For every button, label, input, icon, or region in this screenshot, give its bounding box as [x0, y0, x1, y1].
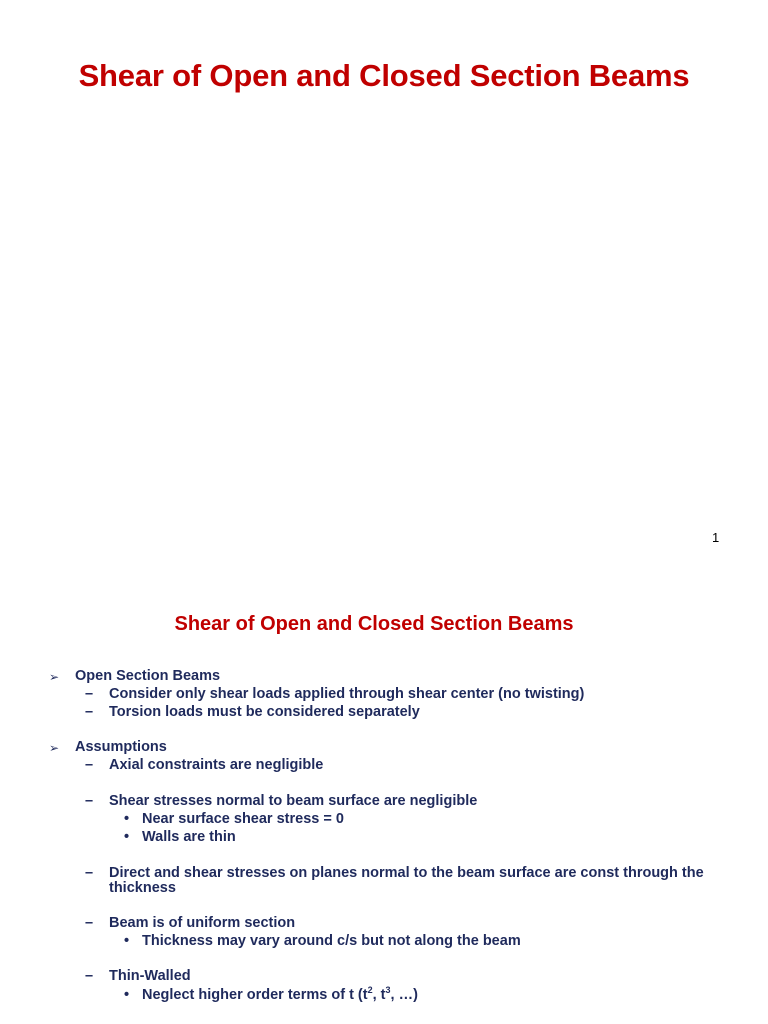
- page-number: 1: [712, 530, 720, 545]
- dot-bullet-icon: •: [124, 811, 130, 827]
- dash-bullet-icon: –: [85, 793, 94, 809]
- sub-sub-bullet-surface-stress: Near surface shear stress = 0: [142, 811, 344, 827]
- sub-sub-bullet-higher-order: [142, 987, 418, 1003]
- arrow-bullet-icon: ➢: [49, 670, 60, 684]
- dash-bullet-icon: –: [85, 757, 94, 773]
- bullet-assumptions: Assumptions: [75, 739, 167, 755]
- slide-title: Shear of Open and Closed Section Beams: [78, 58, 690, 93]
- sub-bullet-torsion: Torsion loads must be considered separately: [109, 704, 420, 720]
- dash-bullet-icon: –: [85, 865, 94, 881]
- sub-sub-bullet-thin-walls: Walls are thin: [142, 829, 236, 845]
- sub-bullet-direct-stresses-line2: thickness: [109, 880, 176, 896]
- sub-bullet-direct-stresses-line1: Direct and shear stresses on planes normal to the beam surface are const through the: [109, 865, 704, 881]
- higher-order-text-suffix: , …): [390, 987, 418, 1003]
- sub-bullet-shear-normal: Shear stresses normal to beam surface are negligible: [109, 793, 478, 809]
- higher-order-text-mid: , t: [372, 987, 386, 1003]
- dot-bullet-icon: •: [124, 829, 130, 845]
- sub-bullet-thin-walled: Thin-Walled: [109, 968, 191, 984]
- superscript-2: 2: [367, 985, 373, 996]
- dot-bullet-icon: •: [124, 933, 130, 949]
- sub-bullet-shear-center: Consider only shear loads applied through shear center (no twisting): [109, 686, 585, 702]
- higher-order-text-prefix: Neglect higher order terms of t (t: [142, 987, 368, 1003]
- sub-bullet-axial: Axial constraints are negligible: [109, 757, 324, 773]
- dot-bullet-icon: •: [124, 987, 130, 1003]
- dash-bullet-icon: –: [85, 704, 94, 720]
- sub-bullet-uniform-section: Beam is of uniform section: [109, 915, 296, 931]
- bullet-open-section-beams: Open Section Beams: [75, 668, 221, 684]
- dash-bullet-icon: –: [85, 915, 94, 931]
- sub-sub-bullet-thickness: Thickness may vary around c/s but not along the beam: [142, 933, 521, 949]
- dash-bullet-icon: –: [85, 968, 94, 984]
- superscript-3: 3: [385, 985, 391, 996]
- dash-bullet-icon: –: [85, 686, 94, 702]
- arrow-bullet-icon: ➢: [49, 741, 60, 755]
- slide-2-title: Shear of Open and Closed Section Beams: [174, 613, 574, 635]
